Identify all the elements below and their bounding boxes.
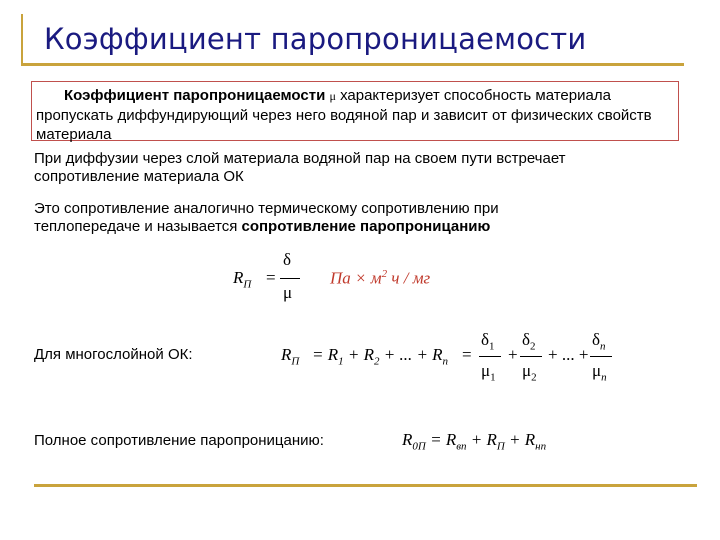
accent-vertical-bar (21, 14, 23, 64)
multilayer-equals: = (462, 345, 472, 364)
formula1-numerator: δ (283, 250, 292, 269)
paragraph-resistance-text: Это сопротивление аналогично термическому сопротивлению при теплопередаче и называется (34, 200, 499, 235)
formula-total-resistance: $R_{0П} = R_{вп} + R_П + R_{нп}$ (402, 430, 547, 453)
definition-term: Коэффициент паропроницаемости (64, 87, 326, 104)
multilayer-plus-2: + ... + (548, 345, 589, 364)
title-underline (21, 63, 684, 66)
formula1-denominator: μ (283, 283, 293, 302)
multilayer-label: Для многослойной ОК: (34, 346, 193, 363)
multilayer-lhs: $R_П$ (281, 345, 300, 368)
definition-text-1: характеризует способность материала (335, 87, 611, 104)
fraction-layer-2: $\delta_2$ $\mu_2$ (520, 356, 542, 357)
definition-text-2: пропускать диффундирующий через него водяной пар и зависит от физических свойств материала (36, 107, 652, 143)
page-title: Коэффициент паропроницаемости (44, 22, 587, 56)
term-vapor-resistance: сопротивление паропроницанию (241, 218, 491, 235)
multilayer-sum: = $R_1 + R_2$ + ... + $R_n$ (312, 345, 449, 368)
definition-box (31, 81, 679, 141)
formula1-fraction (280, 250, 300, 302)
fraction-layer-1: $\delta_1$ $\mu_1$ (479, 356, 501, 357)
bottom-divider (34, 484, 697, 487)
fraction-layer-n: $\delta_n$ $\mu_n$ (590, 356, 612, 357)
mu-symbol: μ (329, 89, 336, 103)
paragraph-diffusion: При диффузии через слой материала водяной пар на своем пути встречает сопротивление материала ОК (34, 150, 566, 185)
multilayer-plus-1: + (508, 345, 518, 364)
formula1-equals: = (266, 268, 276, 287)
formula1-lhs: $R_П$ (233, 268, 252, 291)
formula1-units: Па × $м^2$ ч / мг (330, 268, 431, 288)
total-resistance-label: Полное сопротивление паропроницанию: (34, 432, 324, 449)
paragraph-resistance (34, 200, 594, 236)
